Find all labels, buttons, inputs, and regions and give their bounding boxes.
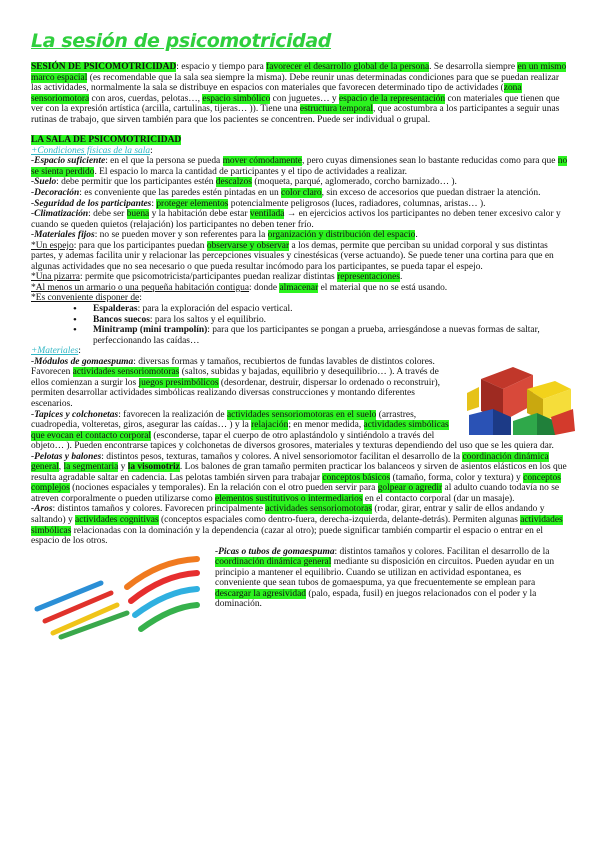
item-conveniente: *Es conveniente disponer de: (31, 293, 142, 304)
list-item: • Espalderas: para la exploración del espacio vertical. (73, 304, 568, 315)
item-tapices: -Tapices y colchonetas: favorecen la realización de actividades sensoriomotoras en el suelo (arrastres, cuadropedia, volteretas, giros, asegurar las caídas… ) y la relajación; en menor medida, actividades simbólicas que evocan el contacto corporal (esconderse, tapar el cuerpo de otro aplastándolo y sintiéndolo a través del objeto… ). Pueden encontrarse tapices y colchonetas de diversos grosores, materiales y texturas dependiendo del uso que se les quiera dar. (31, 409, 554, 452)
section-term: SESIÓN DE PSICOMOTRICIDAD (31, 62, 177, 72)
foam-blocks-image (463, 359, 576, 437)
page-title: La sesión de psicomotricidad (31, 30, 332, 52)
materials-heading: +Materiales: (31, 346, 81, 357)
sala-heading: LA SALA DE PSICOMOTRICIDAD (31, 135, 182, 146)
item-seguridad: -Seguridad de los participantes: proteger elementos potencialmente peligrosos (luces, radiadores, columnas, aristas… ). (31, 198, 486, 209)
item-aros: -Aros: distintos tamaños y colores. Favorecen principalmente actividades sensoriomotoras (rodar, girar, entrar y salir de ellos andando y saltando) y actividades cognitivas (conceptos espaciales como dentro-fuera, derecha-izquierda, delante-detrás). Permiten algunas actividades simbólicas relacionadas con la dominación y la dependencia (cazar al otro); puede significar también compartir el espacio o entrar en el espacio de los otros. (31, 504, 563, 547)
item-picas: -Picas o tubos de gomaespuma: distintos tamaños y colores. Facilitan el desarrollo de la coordinación dinámica general mediante su disposición en circuitos. Pueden ayudar en un principio a mantener el equilibrio. Cuando se utilizan en actividad espontanea, es conveniente que sean tubos de gomaespuma, ya que frecuentemente se emplean para descargar la agresividad (palo, espada, fusil) en juegos relacionados con el poder y la dominación. (215, 546, 555, 610)
item-decoracion: -Decoración: es conveniente que las paredes estén pintadas en un color claro, sin exceso de accesorios que puedan distraer la atención. (31, 188, 541, 199)
list-item: • Minitramp (mini trampolín): para que los participantes se pongan a prueba, arriesgándose a nuevas formas de saltar, perfeccionando las caídas… (73, 325, 568, 346)
list-item: • Bancos suecos: para los saltos y el equilibrio. (73, 315, 568, 326)
item-modulos: -Módulos de gomaespuma: diversas formas y tamaños, recubiertos de fundas lavables de distintos colores. Favorecen actividades sensoriomotoras (saltos, subidas y bajadas, equilibrio y desequilibrio… ). A través de ellos comienzan a surgir los juegos presimbólicos (desordenar, destruir, dispersar lo ordenado o reconstruir), permiten desarrollar actividades simbólicas realizando diversas construcciones y montando diferentes escenarios. (31, 356, 440, 409)
highlight: espacio de la representación (338, 93, 446, 104)
conditions-heading: +Condiciones físicas de la sala: (31, 145, 153, 156)
highlight: estructura temporal (299, 104, 373, 115)
highlight: espacio simbólico (202, 93, 271, 104)
item-armario: *Al menos un armario o una pequeña habitación contigua: donde almacenar el material que no se está usando. (31, 282, 448, 293)
highlight: en un mismo marco espacial (31, 62, 567, 83)
highlight: favorecer el desarrollo global de la persona (266, 62, 430, 72)
highlight: zona sensoriomotora (31, 83, 522, 104)
item-climatizacion: -Climatización: debe ser buena y la habitación debe estar ventilada → en ejercicios activos los participantes no deben tener excesivo calor y cuando se queden quietos (relajación) los participantes no deben tener frío. (31, 209, 561, 230)
item-espacio: -Espacio suficiente: en el que la persona se pueda mover cómodamente, pero cuyas dimensiones sean lo bastante reducidas como para que no se sienta perdido. El espacio lo marca la cantidad de participantes y el tipo de actividades a realizar. (31, 156, 568, 177)
item-pizarra: *Una pizarra: permite que psicomotricista/participantes puedan realizar distintas representaciones. (31, 272, 403, 283)
item-suelo: -Suelo: debe permitir que los participantes estén descalzos (moqueta, parqué, aglomerado, corcho barnizado… ). (31, 177, 457, 188)
foam-tubes-image (31, 551, 203, 641)
item-espejo: *Un espejo: para que los participantes puedan observarse y observar a los demas, permite que perciban su unidad corporal y sus distintas partes, y ademas facilita unir y relacionar las percepciones visuales y cinestésicas (verse actuando). Se puede tener una cortina para que en algunas actividades que no sea necesario o que pueda resultar incómodo para los participantes, se pueda tapar el espejo. (31, 240, 554, 272)
intro-paragraph: SESIÓN DE PSICOMOTRICIDAD: espacio y tiempo para favorecer el desarrollo global de la persona. Se desarrolla siempre en un mismo marco espacial (es recomendable que la sala sea siempre la misma). Debe reunir unas determinadas condiciones para que se puedan realizar las actividades, normalmente la sala se distribuye en espacios con materiales que favorecen determinado tipo de actividades (zona sensoriomotora con aros, cuerdas, pelotas…, espacio simbólico con juguetes… y espacio de la representación con materiales que tienen que ver con la expresión artística (arcilla, cartulinas, tijeras… )). Tiene una estructura temporal, que acostumbra a los participantes a seguir unas rutinas de trabajo, que sirven también para que los pacientes se concentren. Puede ser individual o grupal. (31, 62, 567, 125)
equipment-list (31, 304, 568, 346)
item-pelotas: -Pelotas y balones: distintos pesos, texturas, tamaños y colores. A nivel sensoriomotor facilitan el desarrollo de la coordinación dinámica general, la segmentaria y la visomotriz. Los balones de gran tamaño permiten practicar los balanceos y sirven de asientos elásticos en los que resulta agradable saltar en cadencia. Las pelotas también sirven para trabajar conceptos básicos (tamaño, forma, color y textura) y conceptos complejos (nociones espaciales y temporales). En la relación con el otro pueden servir para golpear o agredir al adulto cuando todavía no se atreven corporalmente o pueden utilizarse como elementos sustitutivos o intermediarios en el contacto corporal (dar un masaje). (31, 451, 567, 504)
item-materiales-fijos: -Materiales fijos: no se pueden mover y son referentes para la organización y distribución del espacio. (31, 230, 418, 241)
